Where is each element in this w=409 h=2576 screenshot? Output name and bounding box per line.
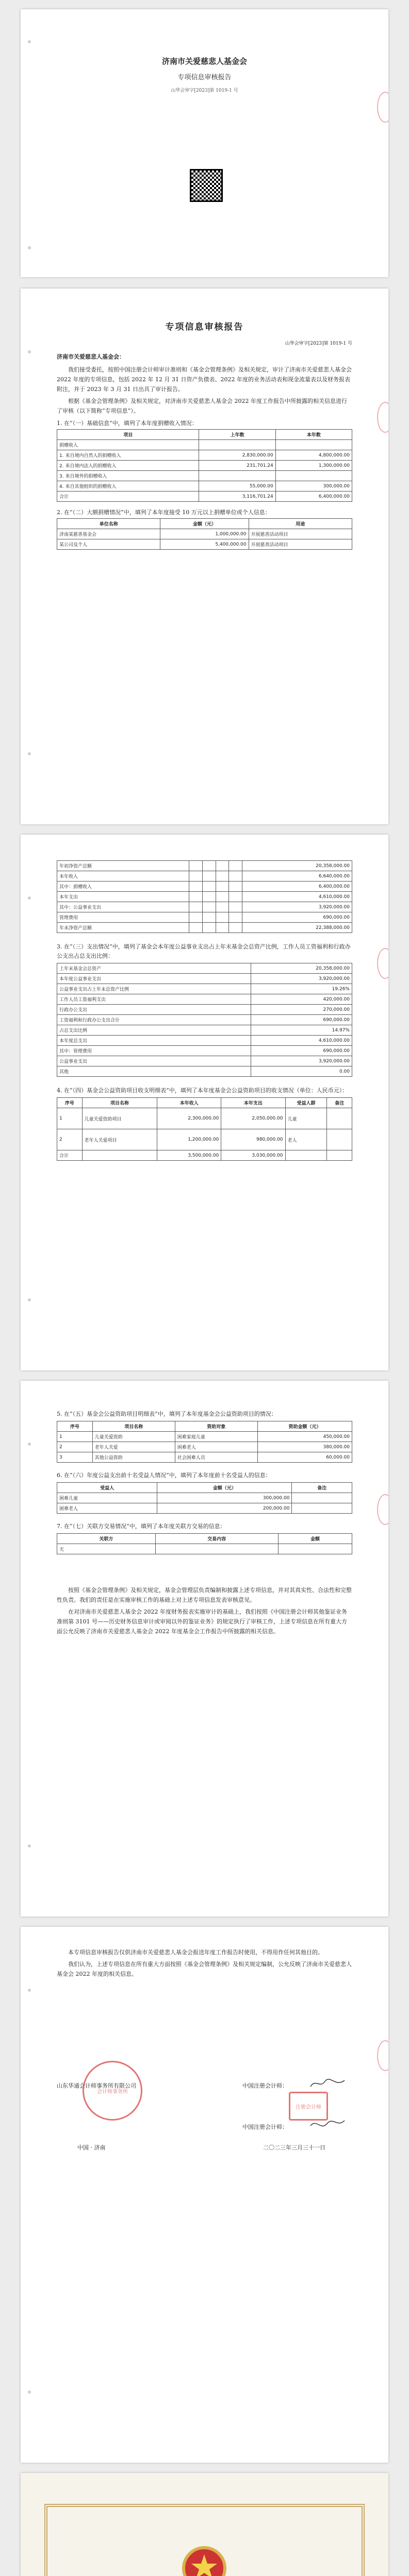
table-cell: 困难儿童 <box>57 1493 157 1503</box>
table-cell <box>189 912 203 923</box>
table-cell: 3. 来自境外的捐赠收入 <box>57 471 199 481</box>
table-cell: 3,920,000.00 <box>251 974 352 984</box>
column-header: 关联方 <box>57 1534 156 1544</box>
table-row <box>57 1503 352 1514</box>
cpa-label-2: 中国注册会计师： <box>242 2124 288 2130</box>
table-cell: 4,800,000.00 <box>275 450 352 461</box>
table-cell <box>202 923 216 933</box>
column-header: 项目名称 <box>92 1421 175 1432</box>
table-cell <box>216 861 229 871</box>
table-cell: 22,388,000.00 <box>242 923 352 933</box>
table-cell: 200,000.00 <box>157 1503 292 1514</box>
table-cell: 3,920,000.00 <box>242 902 352 912</box>
table-cell: 儿童关爱资助项目 <box>82 1108 157 1129</box>
table-cell: 本年支出 <box>57 892 189 902</box>
table-row <box>57 1432 352 1442</box>
table-cell <box>82 1150 157 1161</box>
cpa-seal <box>289 2092 328 2121</box>
table-cell: 儿童 <box>285 1108 327 1129</box>
table-cell: 开展慈善活动项目 <box>249 539 352 550</box>
firm-seal <box>83 2061 142 2121</box>
table-row <box>57 1066 352 1077</box>
binding-hole <box>28 40 31 43</box>
table-cell <box>189 892 203 902</box>
column-header: 备注 <box>292 1483 352 1493</box>
table-cell: 4. 来自其他组织的捐赠收入 <box>57 481 199 492</box>
table-cell: 本年度总支出 <box>57 1036 251 1046</box>
column-header: 金额（元） <box>160 519 249 529</box>
table-cell: 无 <box>57 1544 156 1554</box>
table-cell: 1. 来自境内自然人的捐赠收入 <box>57 450 199 461</box>
table-cell: 690,000.00 <box>251 1015 352 1025</box>
table-row <box>57 902 352 912</box>
column-header: 单位名称 <box>57 519 160 529</box>
table-cell: 公益事业支出 <box>57 1056 251 1066</box>
table-row <box>57 539 352 550</box>
table-cell: 工作人员工资福利支出 <box>57 994 251 1005</box>
table-cell: 困难家庭儿童 <box>175 1432 257 1442</box>
table-cell: 年初净资产总额 <box>57 861 189 871</box>
signature-scribble <box>309 2077 346 2090</box>
beneficiary-table <box>57 1482 352 1514</box>
column-header: 本年数 <box>275 430 352 440</box>
grant-project-table <box>57 1421 352 1463</box>
table-cell: 老人 <box>285 1129 327 1150</box>
firm-name: 山东华通会计师事务所有限公司 <box>57 2082 136 2089</box>
donation-income-table <box>57 429 352 502</box>
table-cell: 年末净资产总额 <box>57 923 189 933</box>
report-paragraph: 按照《基金会管理条例》及相关规定，基金会管理层负责编制和披露上述专项信息，并对其真实性、合法性和完整性负责。我们的责任是在实施审核工作的基础上对上述专项信息发表审核意见。 <box>57 1587 352 1603</box>
signature-page <box>21 1927 388 2463</box>
table-row <box>57 471 352 481</box>
column-header: 本年收入 <box>157 1098 221 1108</box>
binding-hole <box>28 1844 31 1848</box>
table-cell: 4,610,000.00 <box>242 892 352 902</box>
table-cell: 380,000.00 <box>257 1442 352 1452</box>
table-cell <box>155 1544 278 1554</box>
table-row <box>57 994 352 1005</box>
table-cell: 14.97% <box>251 1025 352 1036</box>
qr-code <box>190 169 223 202</box>
related-party-table <box>57 1533 352 1554</box>
column-header: 备注 <box>327 1098 352 1108</box>
table-cell: 合计 <box>57 492 199 502</box>
table-cell: 儿童关爱资助 <box>92 1432 175 1442</box>
table-row <box>57 923 352 933</box>
table-cell: 其他 <box>57 1066 251 1077</box>
table-row <box>57 1150 352 1161</box>
table-row <box>57 1056 352 1066</box>
table-cell: 3,500,000.00 <box>157 1150 221 1161</box>
table-cell <box>202 892 216 902</box>
table-cell: 2,050,000.00 <box>221 1108 285 1129</box>
table-cell: 300,000.00 <box>157 1493 292 1503</box>
table-cell: 占总支出比例 <box>57 1025 251 1036</box>
binding-hole <box>28 246 31 249</box>
table-cell <box>229 871 242 882</box>
table-cell <box>292 1503 352 1514</box>
table-cell: 1,200,000.00 <box>157 1129 221 1150</box>
table-row <box>57 450 352 461</box>
table-cell: 老年人关爱 <box>92 1442 175 1452</box>
table-cell: 其他公益资助 <box>92 1452 175 1463</box>
binding-hole <box>28 2391 31 2394</box>
report-page-1 <box>21 289 388 824</box>
table-cell <box>202 861 216 871</box>
column-header: 项目名称 <box>82 1098 157 1108</box>
table-cell: 20,358,000.00 <box>242 861 352 871</box>
net-assets-table <box>57 860 352 933</box>
table-cell <box>216 871 229 882</box>
table-cell <box>202 912 216 923</box>
table-cell: 某公司及个人 <box>57 539 160 550</box>
table-cell: 60,000.00 <box>257 1452 352 1463</box>
report-heading: 专项信息审核报告 <box>165 322 244 332</box>
table-cell: 济南某慈善基金会 <box>57 529 160 539</box>
table-cell: 1 <box>57 1108 83 1129</box>
page-edge-seal <box>377 92 388 123</box>
table-cell: 开展慈善活动项目 <box>249 529 352 539</box>
table-cell <box>229 861 242 871</box>
item-6: 6. 在“（六）年度公益支出前十名受益人情况”中，填列了本年度前十名受益人的信息： <box>57 1472 271 1479</box>
table-cell: 420,000.00 <box>251 994 352 1005</box>
table-cell <box>327 1129 352 1150</box>
table-row <box>57 492 352 502</box>
table-cell <box>216 912 229 923</box>
table-cell <box>216 892 229 902</box>
table-cell: 1 <box>57 1432 93 1442</box>
table-cell <box>229 882 242 892</box>
table-cell <box>292 1493 352 1503</box>
table-cell: 20,358,000.00 <box>251 963 352 974</box>
table-cell <box>229 892 242 902</box>
column-header: 上年数 <box>199 430 275 440</box>
table-row <box>57 1544 352 1554</box>
table-row <box>57 1452 352 1463</box>
national-emblem-icon <box>181 2545 227 2576</box>
table-cell <box>189 923 203 933</box>
report-paragraph: 我们认为，上述专项信息在所有重大方面按照《基金会管理条例》及相关规定编制，公允反映了济南市关爱慈悲人基金会 2022 年度的相关信息。 <box>57 1961 352 1977</box>
table-cell: 2,300,000.00 <box>157 1108 221 1129</box>
table-row <box>57 1442 352 1452</box>
item-5: 5. 在“（五）基金会公益资助项目明细表”中，填列了本年度基金会公益资助项目的情况： <box>57 1411 277 1417</box>
cover-page <box>21 9 388 277</box>
column-header: 金额 <box>278 1534 352 1544</box>
report-paragraph: 在对济南市关爱慈悲人基金会 2022 年度财务报表实施审计的基础上，我们按照《中国注册会计师其他鉴证业务准则第 3101 号——历史财务信息审计或审阅以外的鉴证业务》的规定执行了审核工作，上述专项信息在所有重大方面公允反映了济南市关爱慈悲人基金会 2022 年度基金会工作报告中所披露的相关信息。 <box>57 1608 347 1635</box>
item-4: 4. 在“（四）基金会公益资助项目收支明细表”中，填列了本年度基金会公益资助项目的收支情况（单位：人民币元）： <box>57 1087 348 1094</box>
column-header: 序号 <box>57 1421 93 1432</box>
business-license-page <box>21 2473 388 2576</box>
table-cell: 上年末基金会总资产 <box>57 963 251 974</box>
table-cell <box>189 861 203 871</box>
table-cell: 5,400,000.00 <box>160 539 249 550</box>
table-row <box>57 529 352 539</box>
table-cell <box>189 882 203 892</box>
table-cell: 1,300,000.00 <box>275 461 352 471</box>
report-paragraph: 本专项信息审核报告仅供济南市关爱慈悲人基金会报送年度工作报告时使用，不得用作任何其他目的。 <box>68 1949 323 1956</box>
column-header: 用途 <box>249 519 352 529</box>
table-cell: 231,701.24 <box>199 461 275 471</box>
column-header: 资助对象 <box>175 1421 257 1432</box>
table-cell: 老年人关爱项目 <box>82 1129 157 1150</box>
table-cell: 3,116,701.24 <box>199 492 275 502</box>
expenditure-table <box>57 963 352 1077</box>
table-row <box>57 882 352 892</box>
table-cell: 0.00 <box>251 1066 352 1077</box>
table-cell <box>229 923 242 933</box>
column-header: 受益人群 <box>285 1098 327 1108</box>
table-cell <box>202 902 216 912</box>
table-cell: 社会困难人员 <box>175 1452 257 1463</box>
city: 中国 · 济南 <box>77 2144 106 2151</box>
table-row <box>57 861 352 871</box>
table-row <box>57 974 352 984</box>
table-row <box>57 1025 352 1036</box>
cover-doc-no: 山华会审字[2023]第 1019-1 号 <box>171 88 238 93</box>
table-cell: 合计 <box>57 1150 83 1161</box>
item-3: 3. 在“（三）支出情况”中，填列了基金会本年度公益事业支出占上年末基金会总资产比例，工作人员工资福利和行政办公支出占总支出比例： <box>57 943 351 959</box>
table-cell: 本年度公益事业支出 <box>57 974 251 984</box>
table-row <box>57 963 352 974</box>
table-cell: 困难老人 <box>57 1503 157 1514</box>
item-1: 1. 在“（一）基础信息”中，填列了本年度捐赠收入情况： <box>57 420 198 427</box>
item-2: 2. 在“（二）大额捐赠情况”中，填列了本年度接受 10 万元以上捐赠单位或个人信息： <box>57 509 271 516</box>
report-date: 二〇二三年三月三十一日 <box>263 2144 325 2151</box>
table-cell: 管理费用 <box>57 912 189 923</box>
report-doc-no: 山华会审字[2023]第 1019-1 号 <box>285 341 352 346</box>
table-row <box>57 871 352 882</box>
table-cell <box>216 902 229 912</box>
table-row <box>57 1493 352 1503</box>
table-row <box>57 1036 352 1046</box>
column-header: 金额（元） <box>157 1483 292 1493</box>
table-cell <box>216 923 229 933</box>
table-cell: 6,640,000.00 <box>242 871 352 882</box>
column-header: 本年支出 <box>221 1098 285 1108</box>
signature-scribble <box>309 2119 346 2131</box>
table-row <box>57 1129 352 1150</box>
column-header: 受益人 <box>57 1483 157 1493</box>
table-cell: 其中：公益事业支出 <box>57 902 189 912</box>
column-header: 项目 <box>57 430 199 440</box>
table-cell: 6,400,000.00 <box>242 882 352 892</box>
table-row <box>57 1005 352 1015</box>
table-cell <box>189 871 203 882</box>
table-cell: 公益事业支出占上年末总资产比例 <box>57 984 251 994</box>
cpa-seal-text: 注册会计师 <box>296 2104 321 2110</box>
table-cell <box>202 871 216 882</box>
table-cell <box>278 1544 352 1554</box>
table-cell: 4,610,000.00 <box>251 1036 352 1046</box>
report-paragraph: 我们接受委托，按照中国注册会计师审计准则和《基金会管理条例》及相关规定，审计了济南市关爱慈悲人基金会 2022 年度的专项信息，包括 2022 年 12 月 31 日资产负债表、2022 年度的业务活动表和现金流量表以及财务报表附注，并于 2023 年 3 月 31 日出具了审计报告。 <box>57 366 352 393</box>
column-header: 交易内容 <box>155 1534 278 1544</box>
table-cell <box>327 1150 352 1161</box>
table-row <box>57 1108 352 1129</box>
cover-title: 济南市关爱慈悲人基金会 <box>161 57 247 66</box>
table-cell <box>285 1150 327 1161</box>
table-cell: 其中：管理费用 <box>57 1046 251 1056</box>
table-cell: 19.26% <box>251 984 352 994</box>
table-row <box>57 1015 352 1025</box>
table-cell: 工资福利和行政办公支出合计 <box>57 1015 251 1025</box>
table-row <box>57 912 352 923</box>
table-row <box>57 481 352 492</box>
table-cell: 690,000.00 <box>251 1046 352 1056</box>
large-donation-table <box>57 518 352 550</box>
table-cell: 690,000.00 <box>242 912 352 923</box>
table-cell: 3,030,000.00 <box>221 1150 285 1161</box>
table-cell: 困难老人 <box>175 1442 257 1452</box>
table-cell <box>275 440 352 450</box>
table-cell: 其中：捐赠收入 <box>57 882 189 892</box>
binding-hole <box>28 752 31 755</box>
cover-subtitle: 专项信息审核报告 <box>177 74 232 81</box>
table-cell <box>216 882 229 892</box>
table-row <box>57 984 352 994</box>
binding-hole <box>28 1298 31 1301</box>
table-cell: 980,000.00 <box>221 1129 285 1150</box>
table-cell <box>202 882 216 892</box>
table-cell: 2,830,000.00 <box>199 450 275 461</box>
table-cell: 本年收入 <box>57 871 189 882</box>
table-cell: 2 <box>57 1129 83 1150</box>
table-cell <box>199 471 275 481</box>
table-row <box>57 461 352 471</box>
table-cell: 270,000.00 <box>251 1005 352 1015</box>
table-cell <box>327 1108 352 1129</box>
table-cell: 3 <box>57 1452 93 1463</box>
binding-hole <box>28 1443 31 1446</box>
table-row <box>57 1046 352 1056</box>
table-cell: 55,000.00 <box>199 481 275 492</box>
table-cell <box>229 902 242 912</box>
project-table <box>57 1097 352 1161</box>
table-cell: 6,400,000.00 <box>275 492 352 502</box>
table-cell: 450,000.00 <box>257 1432 352 1442</box>
table-cell <box>199 440 275 450</box>
report-page-2 <box>21 835 388 1370</box>
binding-hole <box>28 1989 31 1992</box>
page-edge-seal <box>377 2040 388 2071</box>
binding-hole <box>28 350 31 353</box>
report-page-3 <box>21 1381 388 1917</box>
table-row <box>57 440 352 450</box>
table-cell: 2. 来自境内法人的捐赠收入 <box>57 461 199 471</box>
report-paragraph: 根据《基金会管理条例》及相关规定，对济南市关爱慈悲人基金会 2022 年度工作报告中所披露的相关信息进行了审核（以下简称“专项信息”）。 <box>57 398 347 414</box>
table-cell: 行政办公支出 <box>57 1005 251 1015</box>
table-cell: 2 <box>57 1442 93 1452</box>
item-7: 7. 在“（七）关联方交易情况”中，填列了本年度关联方交易的信息： <box>57 1523 226 1530</box>
cpa-label-1: 中国注册会计师： <box>242 2082 288 2089</box>
table-cell: 3,920,000.00 <box>251 1056 352 1066</box>
table-cell: 300,000.00 <box>275 481 352 492</box>
table-cell: 1,000,000.00 <box>160 529 249 539</box>
column-header: 序号 <box>57 1098 83 1108</box>
table-cell <box>229 912 242 923</box>
table-cell <box>275 471 352 481</box>
column-header: 资助金额（元） <box>257 1421 352 1432</box>
addressee: 济南市关爱慈悲人基金会： <box>57 353 125 360</box>
binding-hole <box>28 896 31 900</box>
table-cell: 捐赠收入 <box>57 440 199 450</box>
table-row <box>57 892 352 902</box>
firm-seal-text: 会计师事务所 <box>97 2089 128 2095</box>
table-cell <box>189 902 203 912</box>
